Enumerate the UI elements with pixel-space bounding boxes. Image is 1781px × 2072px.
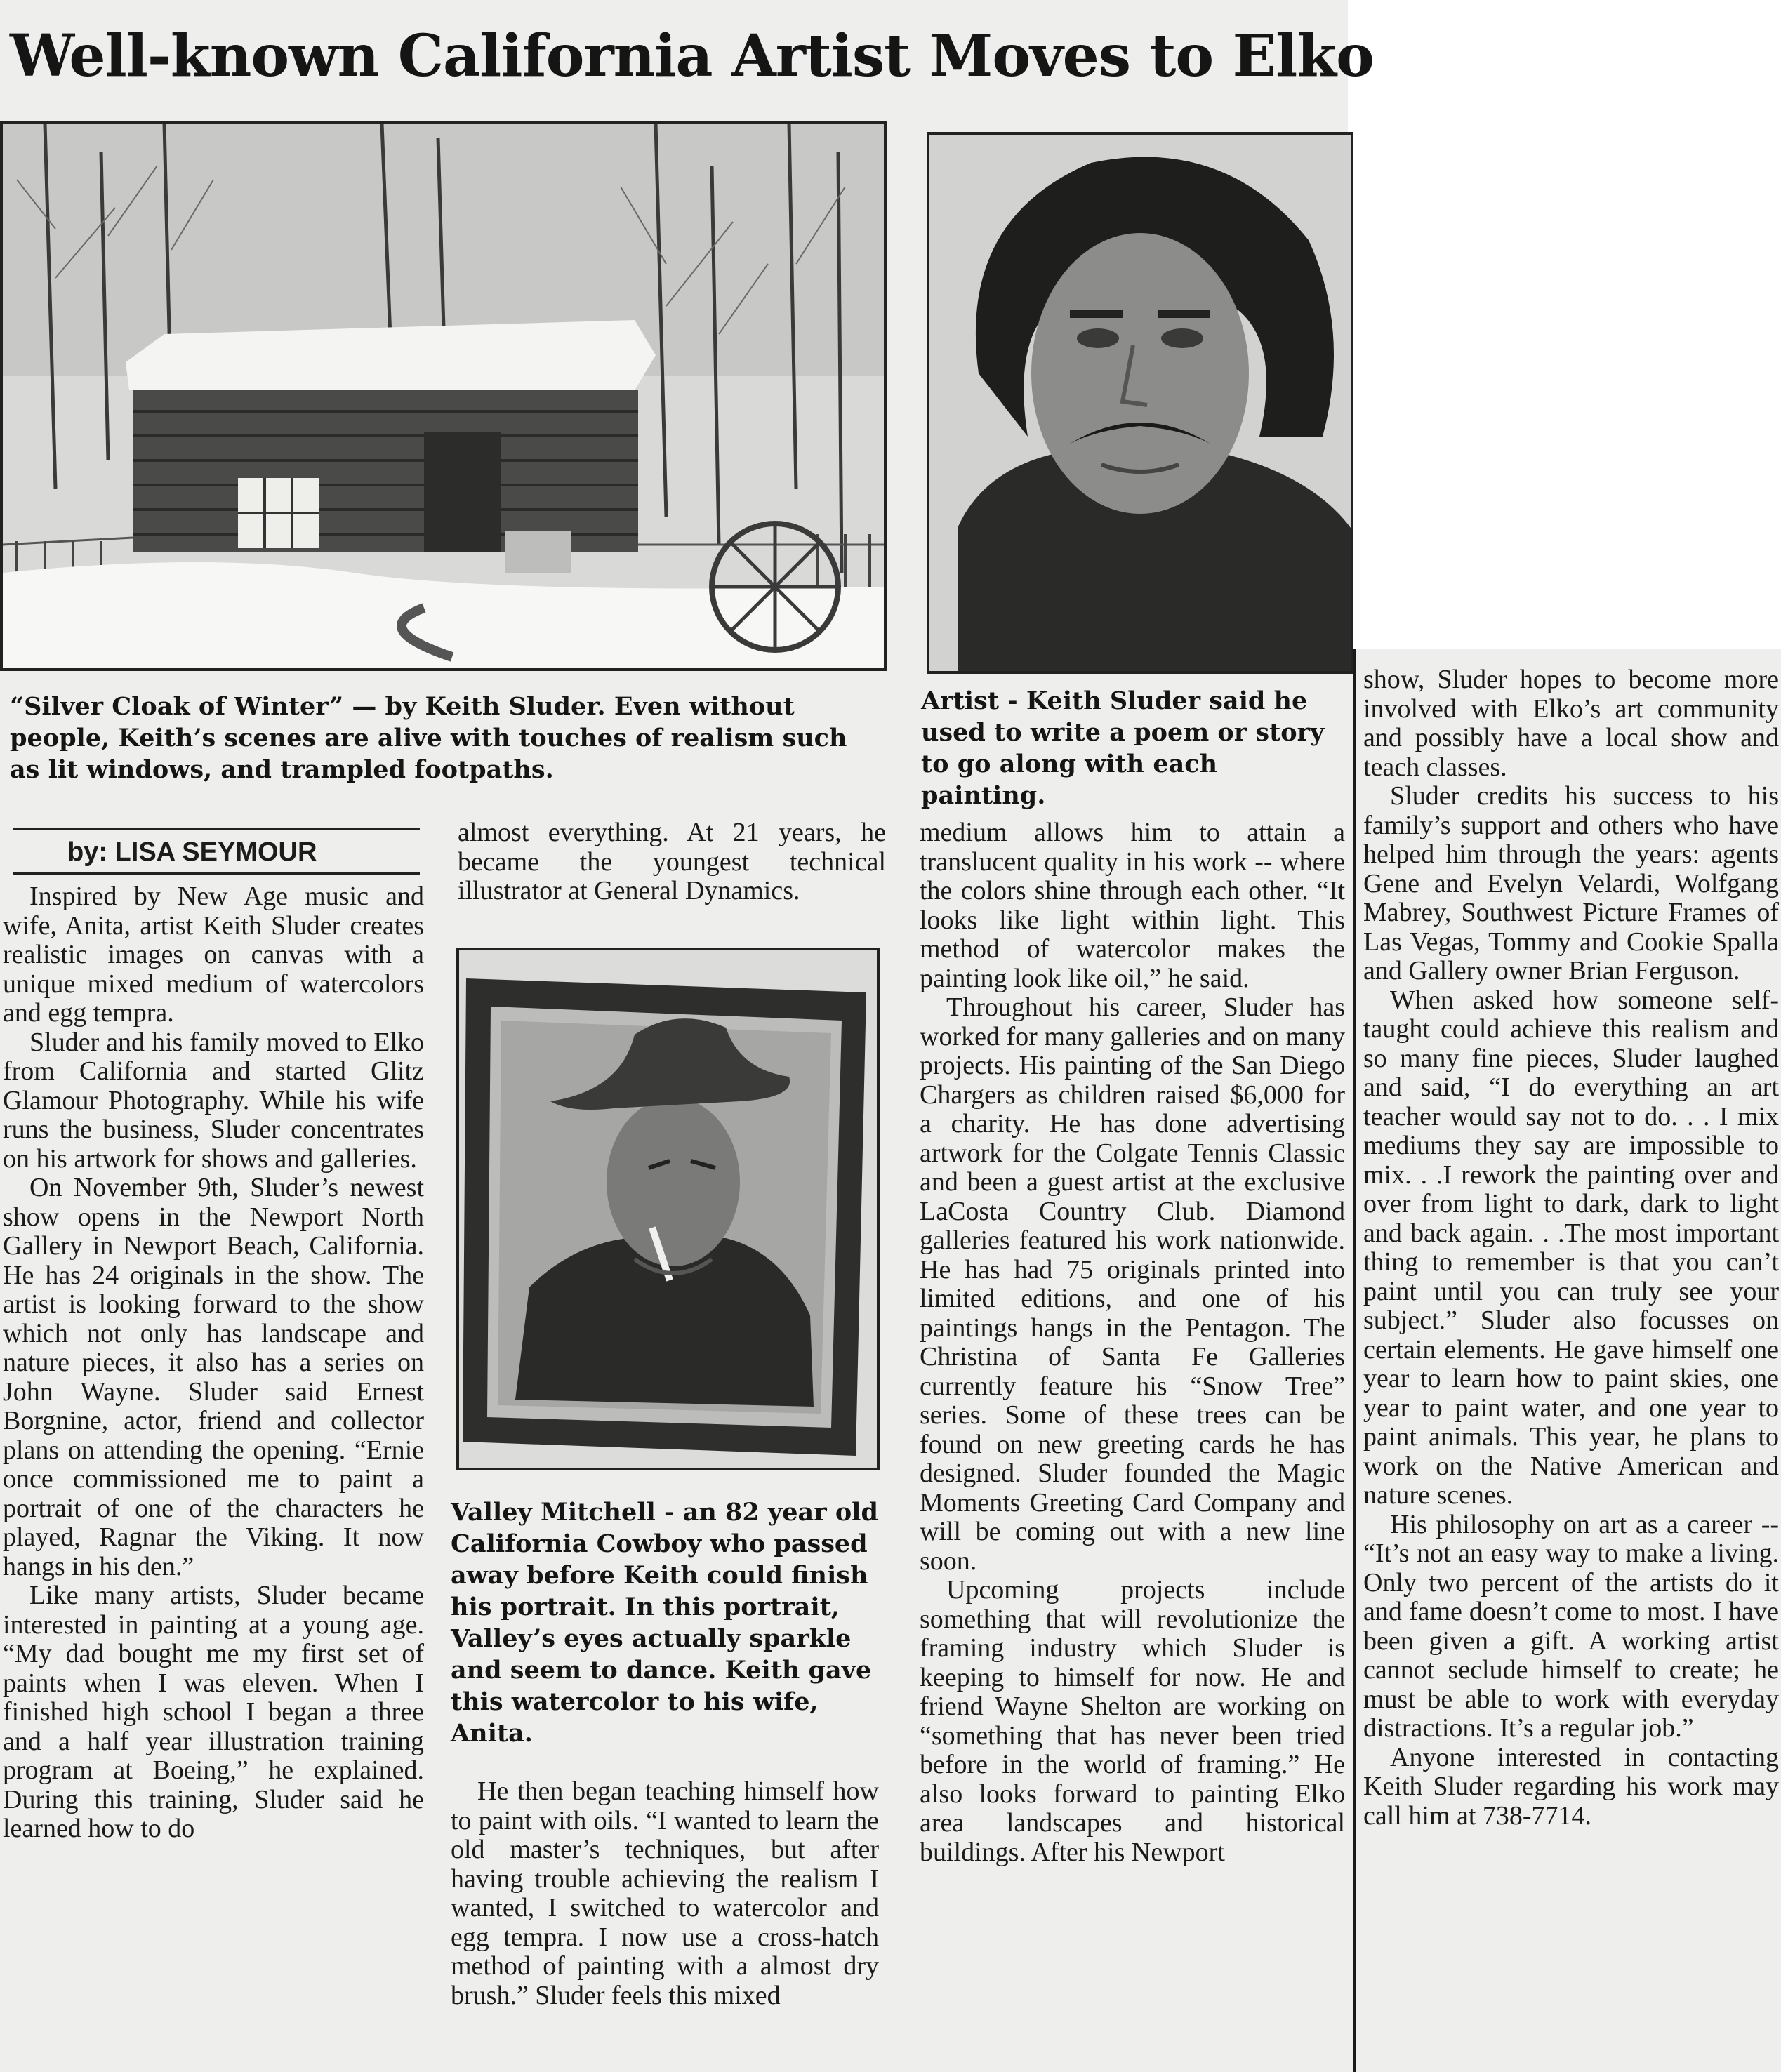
paragraph: medium allows him to attain a translucent quality in his work -- where the colors shine through each other. “It looks like light within light. This method of watercolor makes the painting look like oil,” he said. [920, 818, 1345, 993]
artist-portrait-photo [927, 132, 1353, 674]
paragraph: Throughout his career, Sluder has worked for many galleries and on many projects. His painting of the San Diego Chargers as children raised $6,000 for a charity. He has done advertising artwork for the Colgate Tennis Classic and been a guest artist at the exclusive LaCosta Country Club. Diamond galleries featured his work nationwide. He has had 75 originals printed into limited editions, and one of his paintings hangs in the Pentagon. The Christina of Santa Fe Galleries currently feature his “Snow Tree” series. Some of these trees can be found on new greeting cards he has designed. Sluder founded the Magic Moments Greeting Card Company and will be coming out with a new line soon. [920, 992, 1345, 1576]
paragraph: Sluder credits his success to his family’s support and others who have helped him through the years: agents Gene and Evelyn Velardi, Wolfgang Mabrey, Southwest Picture Frames of Las Vegas, Tommy and Cookie Spalla and Gallery owner Brian Ferguson. [1363, 781, 1779, 985]
article-column-1 [3, 882, 424, 1844]
paragraph: almost everything. At 21 years, he became the youngest technical illustrator at General Dynamics. [458, 818, 886, 905]
paragraph: He then began teaching himself how to paint with oils. “I wanted to learn the old master’s techniques, but after having trouble achieving the realism I wanted, I switched to watercolor and egg tempra. I now use a cross-hatch method of painting with a almost dry brush.” Sluder feels this mixed [451, 1777, 879, 2010]
article-column-2-top [458, 818, 886, 906]
cabin-painting-caption: “Silver Cloak of Winter” — by Keith Sluder. Even without people, Keith’s scenes are alive with touches of realism such as lit windows, and trampled footpaths. [10, 692, 847, 784]
paragraph: Like many artists, Sluder became interested in painting at a young age. “My dad bought me my first set of paints when I was eleven. When I finished high school I began a three and a half year illustration training program at Boeing,” he explained. During this training, Sluder said he learned how to do [3, 1581, 424, 1843]
cowboy-portrait-photo [456, 948, 880, 1470]
headline: Well-known California Artist Moves to Elko [10, 22, 1374, 90]
paragraph: Anyone interested in contacting Keith Sluder regarding his work may call him at 738-7714. [1363, 1742, 1779, 1831]
article-column-3 [920, 818, 1345, 1867]
cowboy-portrait-caption: Valley Mitchell - an 82 year old California Cowboy who passed away before Keith could finish his portrait. In this portrait, Valley’s eyes actually sparkle and seem to dance. Keith gave this watercolor to his wife, Anita. [451, 1498, 878, 1748]
paragraph: Sluder and his family moved to Elko from California and started Glitz Glamour Photography. While his wife runs the business, Sluder concentrates on his artwork for shows and galleries. [3, 1027, 424, 1174]
article-column-4 [1363, 665, 1779, 1831]
paragraph: Upcoming projects include something that will revolutionize the framing industry which Sluder is keeping to himself for now. He and friend Wayne Shelton are working on “something that has never been tried before in the world of framing.” He also looks forward to painting Elko area landscapes and historical buildings. After his Newport [920, 1575, 1345, 1867]
cabin-painting-photo [0, 121, 887, 671]
article-column-2-bottom [451, 1777, 879, 2010]
artist-portrait-caption: Artist - Keith Sluder said he used to write a poem or story to go along with each painting. [921, 686, 1325, 810]
paragraph: On November 9th, Sluder’s newest show opens in the Newport North Gallery in Newport Beach, California. He has 24 originals in the show. The artist is looking forward to the show which not only has landscape and nature pieces, it also has a series on John Wayne. Sluder said Ernest Borgnine, actor, friend and collector plans on attending the opening. “Ernie once commissioned me to paint a portrait of one of the characters he played, Ragnar the Viking. It now hangs in his den.” [3, 1173, 424, 1581]
paragraph: show, Sluder hopes to become more involved with Elko’s art community and possibly have a local show and teach classes. [1363, 665, 1779, 782]
column-rule [1353, 649, 1356, 2072]
paragraph: His philosophy on art as a career -- “It’s not an easy way to make a living. Only two percent of the artists do it and fame doesn’t come to most. I have been given a gift. A working artist cannot seclude himself to create; he must be able to work with everyday distractions. It’s a regular job.” [1363, 1509, 1779, 1743]
paragraph: When asked how someone self-taught could achieve this realism and so many fine pieces, Sluder laughed and said, “I do everything an art teacher would say not to do. . . I mix mediums they say are impossible to mix. . .I rework the painting over and over from light to dark, dark to light and back again. . .The most important thing to remember is that you can’t paint until you can truly see your subject.” Sluder also focusses on certain elements. He gave himself one year to learn how to paint skies, one year to paint water, and one year to paint animals. This year, he plans to work on the Native American and nature scenes. [1363, 985, 1779, 1510]
byline: by: LISA SEYMOUR [13, 828, 420, 875]
paragraph: Inspired by New Age music and wife, Anita, artist Keith Sluder creates realistic images on canvas with a unique mixed medium of watercolors and egg tempra. [3, 882, 424, 1028]
